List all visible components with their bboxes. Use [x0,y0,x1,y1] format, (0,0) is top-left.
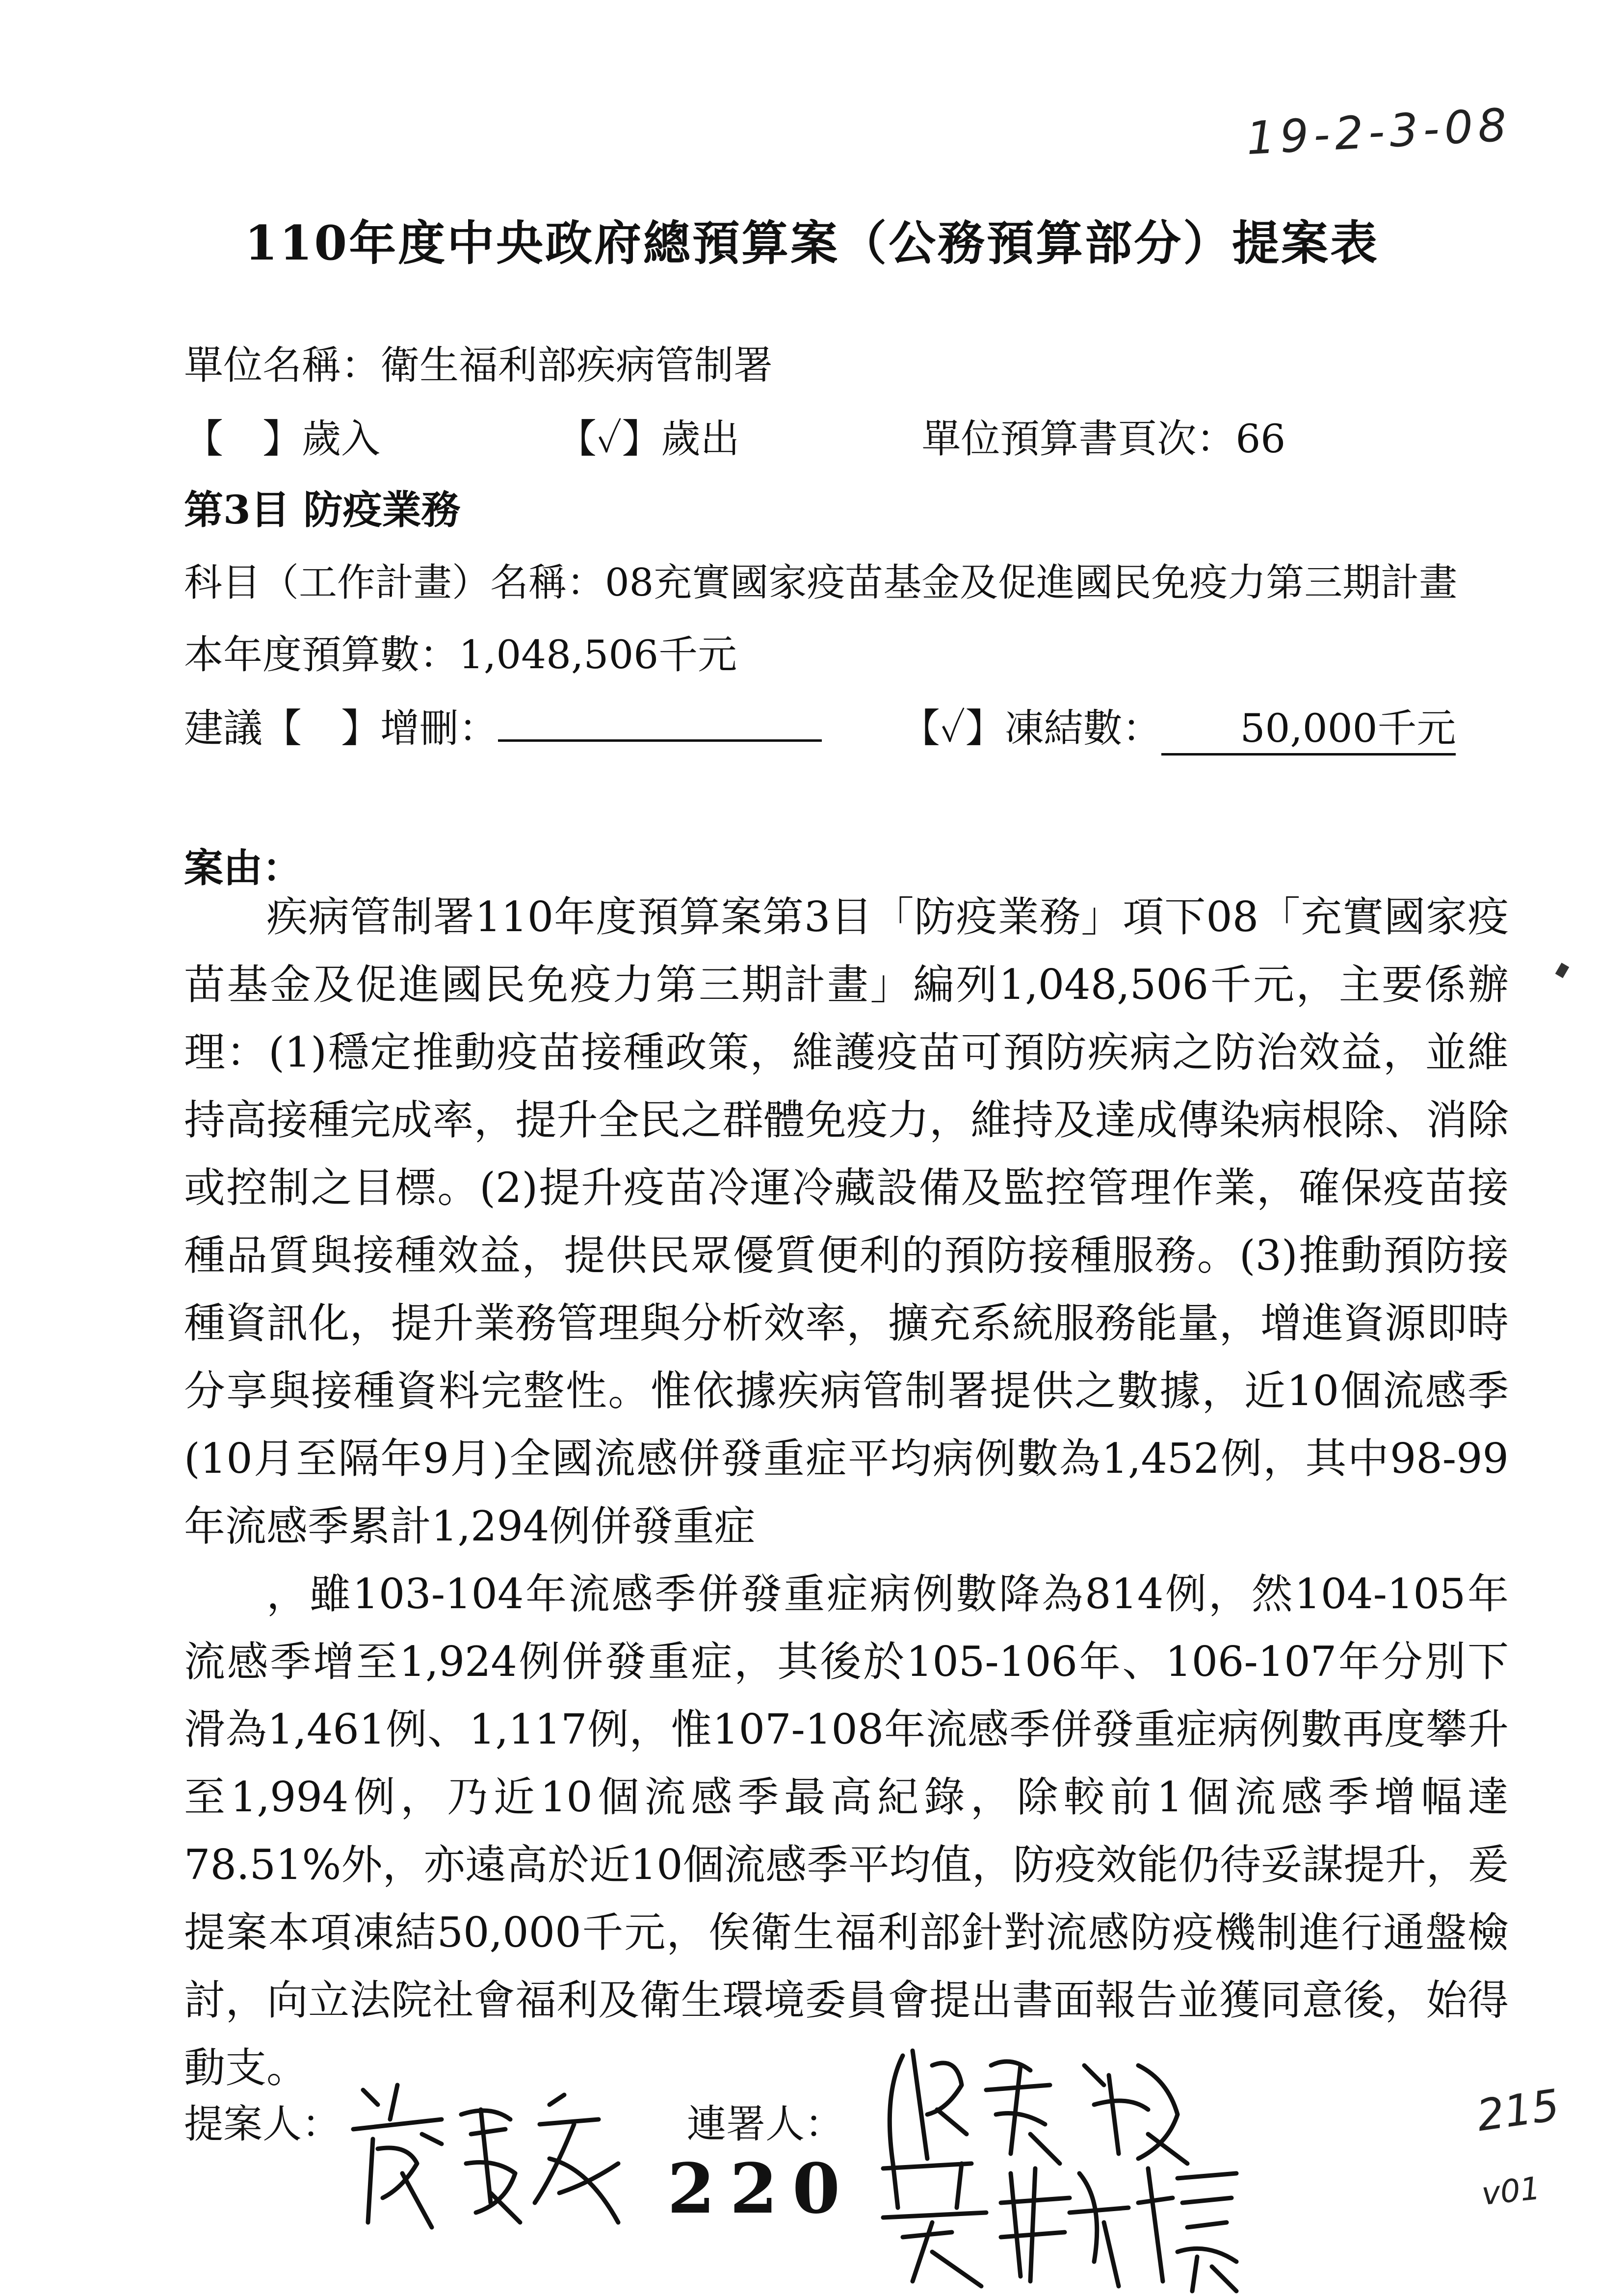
subject-label: 科目（工作計畫）名稱： [184,561,605,605]
reason-body [184,883,1509,2102]
item-heading: 第3目 防疫業務 [184,487,461,533]
budget-page-label: 單位預算書頁次： [921,416,1236,462]
revenue-checkbox: 【 】 [184,416,302,462]
margin-note: 215 [1473,2079,1563,2141]
cut-label: 增刪： [380,705,498,751]
cut-value [498,739,822,742]
budget-page-value: 66 [1235,416,1286,462]
subject-value: 08充實國家疫苗基金及促進國民免疫力第三期計畫 [605,561,1458,605]
document-number: 19-2-3-08 [1245,98,1513,165]
cut-checkbox: 【 】 [262,705,380,751]
annual-budget-row [184,623,737,679]
unit-row [184,334,773,390]
expenditure-label: 歲出 [661,416,740,462]
revenue-expenditure-row [184,407,1285,464]
annual-budget-label: 本年度預算數： [184,632,459,678]
reason-paragraph: 疾病管制署110年度預算案第3目「防疫業務」項下08「充實國家疫苗基金及促進國民免疫力第三期計畫」編列1,048,506千元，主要係辦理：(1)穩定推動疫苗接種政策，維護疫苗可預防疾病之防治效益，並維持高接種完成率，提升全民之群體免疫力，維持及達成傳染病根除、消除或控制之目標。(2)提升疫苗冷運冷藏設備及監控管理作業，確保疫苗接種品質與接種效益，提供民眾優質便利的預防接種服務。(3)推動預防接種資訊化，提升業務管理與分析效率，擴充系統服務能量，增進資源即時分享與接種資料完整性。惟依據疾病管制署提供之數據，近10個流感季(10月至隔年9月)全國流感併發重症平均病例數為1,452例，其中98-99年流感季累計1,294例併發重症 [184,893,1509,1550]
page-number: 220 [667,2149,855,2229]
cosigner-label: 連署人： [687,2101,844,2147]
freeze-value: 50,000千元 [1161,697,1456,756]
reason-heading: 案由： [184,845,302,891]
proposal-row [184,697,1456,756]
subject-row [184,552,1457,607]
proposal-label: 建議 [184,705,262,751]
margin-note-secondary: v01 [1480,2170,1542,2213]
annual-budget-value: 1,048,506千元 [459,632,737,678]
freeze-label: 凍結數： [1004,705,1162,751]
expenditure-checkbox: 【✓】 [557,416,661,462]
proposer-signature [343,2075,648,2237]
freeze-checkbox: 【✓】 [900,705,1005,751]
scan-mark [1555,963,1570,978]
unit-label: 單位名稱： [184,342,380,388]
cosigner-signature-2 [873,2154,1246,2296]
reason-paragraph: ，雖103-104年流感季併發重症病例數降為814例，然104-105年流感季增至1,924例併發重症，其後於105-106年、106-107年分別下滑為1,461例、1,117例，惟107-108年流感季併發重症病例數再度攀升至1,994例，乃近10個流感季最高紀錄，除較前1個流感季增幅達78.51%外，亦遠高於近10個流感季平均值，防疫效能仍待妥謀提升，爰提案本項凍結50,000千元，俟衛生福利部針對流感防疫機制進行通盤檢討，向立法院社會福利及衛生環境委員會提出書面報告並獲同意後，始得動支。 [184,1570,1509,2092]
proposer-label: 提案人： [184,2101,341,2147]
revenue-label: 歲入 [302,416,380,462]
page-title: 110年度中央政府總預算案（公務預算部分）提案表 [244,215,1380,271]
unit-value: 衛生福利部疾病管制署 [380,342,773,388]
